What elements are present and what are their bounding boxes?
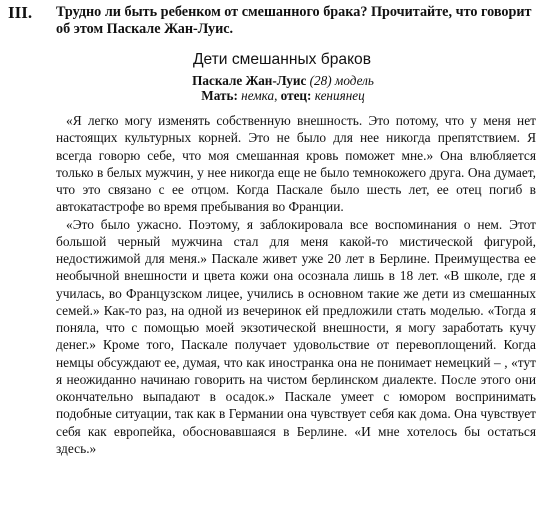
mother-value: немка [241, 88, 275, 103]
article-paragraph-1: «Я легко могу изменять собственную внешность. Это потому, что у меня нет настоящих культурных корней. Это не было для нее никогда препятствием. Я всегда говорю себе, что моя смешанная кровь поможет мне.» Она влюбляется только в белых мужчин, у нее никогда еще не было темнокожего друга. Она думает, что это связано с ее отцом. Когда Паскале было шесть лет, ее отец погиб в автокатастрофе во время пребывания во Франции. [56, 113, 536, 215]
person-name: Паскале Жан-Луис [192, 73, 307, 88]
task-header [8, 4, 536, 38]
person-age-role: (28) модель [309, 73, 374, 88]
father-value: кениянец [314, 88, 365, 103]
article-body [56, 112, 536, 457]
mother-colon: : [233, 88, 238, 103]
task-instruction: Трудно ли быть ребенком от смешанного брака? Прочитайте, что говорит об этом Паскале Жан-Луис. [56, 4, 532, 37]
article-byline [30, 73, 536, 88]
article-paragraph-2: «Это было ужасно. Поэтому, я заблокировала все воспоминания о нем. Этот большой черный мужчина стал для меня какой-то мистической фигурой, недостижимой для меня.» Паскале живет уже 20 лет в Берлине. Преимущества ее необычной внешности и цвета кожи она осознала лишь в 18 лет. «В школе, где я училась, во Французском лицее, учились в основном такие же дети из смешанных семей.» Как-то раз, на одной из вечеринок ей предложили стать моделью. «Тогда я поняла, что с помощью моей экзотической внешности, я могу заработать кучу денег.» Кроме того, Паскале получает удовольствие от перевоплощений. Когда немцы обсуждают ее, думая, что как иностранка она не понимает немецкий – , «тут я неожиданно начинаю говорить на чистом берлинском диалекте. После этого они окончательно выпадают в осадок.» Паскале умеет с юмором воспринимать подобные ситуации, так как в Германии она чувствует себя как дома. Она чувствует себя как европейка, обосновавшаяся в Берлине. «И мне хотелось бы остаться здесь.» [56, 216, 536, 456]
father-colon: : [307, 88, 312, 103]
article-title: Дети смешанных браков [192, 51, 372, 68]
task-number: III. [8, 3, 33, 22]
mother-label: Мать [201, 88, 234, 103]
father-label: отец [280, 88, 308, 103]
parents-comma: , [274, 88, 278, 103]
article-parents [30, 88, 536, 103]
